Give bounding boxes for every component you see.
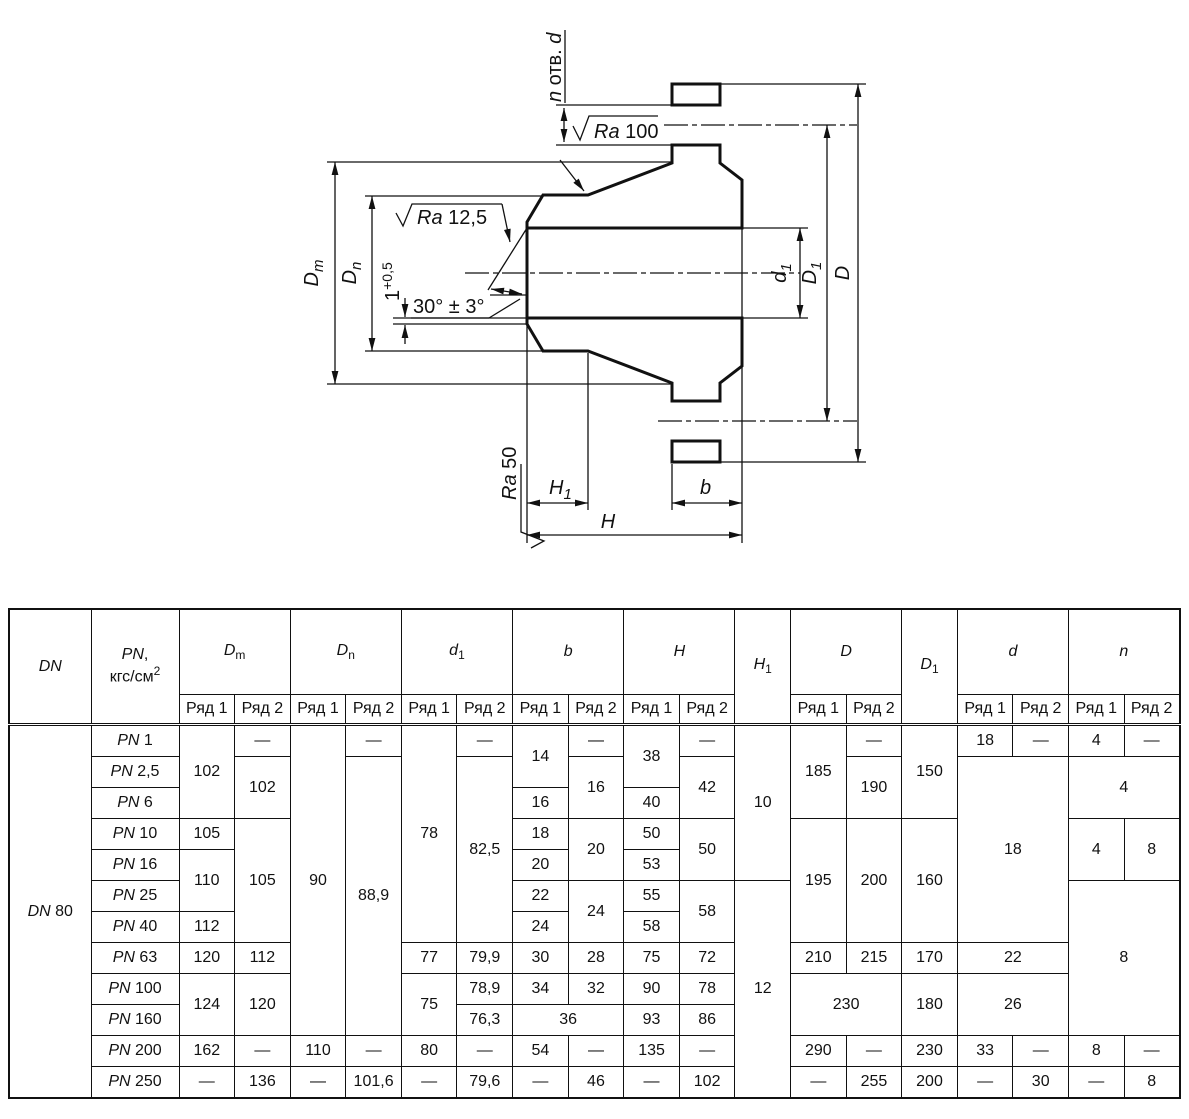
table-row bbox=[9, 1036, 1180, 1067]
table-cell: — bbox=[679, 725, 735, 757]
table-row bbox=[9, 943, 1180, 974]
table-cell: 14 bbox=[513, 725, 569, 788]
table-cell: 22 bbox=[957, 943, 1068, 974]
series-header: Ряд 2 bbox=[568, 695, 624, 725]
column-header: n bbox=[1069, 609, 1180, 695]
table-cell: 135 bbox=[624, 1036, 680, 1067]
column-header: DN bbox=[9, 609, 91, 725]
column-header: D bbox=[791, 609, 902, 695]
table-cell: 40 bbox=[624, 788, 680, 819]
table-cell: 53 bbox=[624, 850, 680, 881]
table-cell: 18 bbox=[957, 757, 1068, 943]
column-header: $H_1$ bbox=[735, 609, 791, 725]
table-cell: — bbox=[346, 1036, 402, 1067]
table-cell: 230 bbox=[791, 974, 902, 1036]
spec-table bbox=[8, 608, 1181, 1099]
table-cell: — bbox=[513, 1067, 569, 1099]
table-cell: 76,3 bbox=[457, 1005, 513, 1036]
pn-row-label: PN 2,5 bbox=[91, 757, 179, 788]
table-cell: 8 bbox=[1124, 1067, 1180, 1099]
table-cell: 86 bbox=[679, 1005, 735, 1036]
table-cell: — bbox=[1013, 1036, 1069, 1067]
table-cell: 75 bbox=[624, 943, 680, 974]
table-cell: 16 bbox=[568, 757, 624, 819]
table-cell: — bbox=[568, 1036, 624, 1067]
series-header: Ряд 2 bbox=[1013, 695, 1069, 725]
table-cell: 32 bbox=[568, 974, 624, 1005]
table-cell: 8 bbox=[1069, 881, 1180, 1036]
table-cell: 55 bbox=[624, 881, 680, 912]
table-cell: 82,5 bbox=[457, 757, 513, 943]
series-header: Ряд 1 bbox=[290, 695, 346, 725]
table-cell: 72 bbox=[679, 943, 735, 974]
column-header: $d_1$ bbox=[401, 609, 512, 695]
table-cell: — bbox=[346, 725, 402, 757]
pn-row-label: PN 6 bbox=[91, 788, 179, 819]
table-cell: — bbox=[179, 1067, 235, 1099]
table-cell: 36 bbox=[513, 1005, 624, 1036]
table-cell: 112 bbox=[179, 912, 235, 943]
table-cell: 33 bbox=[957, 1036, 1013, 1067]
table-cell: 88,9 bbox=[346, 757, 402, 1036]
table-cell: 93 bbox=[624, 1005, 680, 1036]
series-header: Ряд 1 bbox=[791, 695, 847, 725]
table-cell: 112 bbox=[235, 943, 291, 974]
series-header: Ряд 2 bbox=[457, 695, 513, 725]
dim-label-h: H bbox=[600, 511, 616, 533]
table-row bbox=[9, 725, 1180, 757]
table-cell: 8 bbox=[1069, 1036, 1125, 1067]
table-cell: 58 bbox=[624, 912, 680, 943]
table-cell: 80 bbox=[401, 1036, 457, 1067]
table-cell: 20 bbox=[513, 850, 569, 881]
series-header: Ряд 2 bbox=[235, 695, 291, 725]
table-cell: 102 bbox=[179, 725, 235, 819]
table-cell: 90 bbox=[624, 974, 680, 1005]
pn-row-label: PN 40 bbox=[91, 912, 179, 943]
table-cell: — bbox=[568, 725, 624, 757]
table-cell: 180 bbox=[902, 974, 958, 1036]
table-cell: 30 bbox=[1013, 1067, 1069, 1099]
pn-row-label: PN 10 bbox=[91, 819, 179, 850]
table-cell: 120 bbox=[235, 974, 291, 1036]
table-cell: 102 bbox=[235, 757, 291, 819]
table-cell: 58 bbox=[679, 881, 735, 943]
dim-label-d1: $d_1$ bbox=[769, 263, 795, 283]
table-cell: 28 bbox=[568, 943, 624, 974]
series-header: Ряд 1 bbox=[401, 695, 457, 725]
column-header: $D_1$ bbox=[902, 609, 958, 725]
table-cell: — bbox=[846, 1036, 902, 1067]
table-cell: — bbox=[457, 1036, 513, 1067]
pn-row-label: PN 16 bbox=[91, 850, 179, 881]
table-cell: 24 bbox=[568, 881, 624, 943]
table-cell: 30 bbox=[513, 943, 569, 974]
table-cell: 4 bbox=[1069, 819, 1125, 881]
holes-callout: n отв. d bbox=[544, 32, 566, 102]
table-cell: 200 bbox=[902, 1067, 958, 1099]
column-header: b bbox=[513, 609, 624, 695]
table-cell: 22 bbox=[513, 881, 569, 912]
series-header: Ряд 1 bbox=[957, 695, 1013, 725]
table-cell: 12 bbox=[735, 881, 791, 1099]
column-header: d bbox=[957, 609, 1068, 695]
table-cell: 136 bbox=[235, 1067, 291, 1099]
pn-row-label: PN 63 bbox=[91, 943, 179, 974]
column-header: $D_m$ bbox=[179, 609, 290, 695]
series-header: Ряд 2 bbox=[1124, 695, 1180, 725]
table-cell: — bbox=[290, 1067, 346, 1099]
table-cell: — bbox=[846, 725, 902, 757]
series-header: Ряд 1 bbox=[513, 695, 569, 725]
pn-row-label: PN 25 bbox=[91, 881, 179, 912]
table-cell: 77 bbox=[401, 943, 457, 974]
table-cell: 34 bbox=[513, 974, 569, 1005]
table-cell: 16 bbox=[513, 788, 569, 819]
table-cell: 200 bbox=[846, 819, 902, 943]
table-cell: 8 bbox=[1124, 819, 1180, 881]
table-cell: 210 bbox=[791, 943, 847, 974]
pn-row-label: PN 1 bbox=[91, 725, 179, 757]
table-cell: 46 bbox=[568, 1067, 624, 1099]
spec-table-body bbox=[9, 725, 1180, 1099]
table-cell: 101,6 bbox=[346, 1067, 402, 1099]
column-header: PN, кгс/$см^2$ bbox=[91, 609, 179, 725]
table-cell: 105 bbox=[235, 819, 291, 943]
table-cell: — bbox=[1124, 1036, 1180, 1067]
extension-lines bbox=[327, 30, 866, 543]
ra-face-label: Ra 100 bbox=[594, 121, 659, 143]
table-cell: 120 bbox=[179, 943, 235, 974]
table-cell: 195 bbox=[791, 819, 847, 943]
series-header: Ряд 2 bbox=[846, 695, 902, 725]
series-header: Ряд 2 bbox=[346, 695, 402, 725]
table-cell: 90 bbox=[290, 725, 346, 1036]
table-cell: 42 bbox=[679, 757, 735, 819]
ra-end-label: Ra 50 bbox=[499, 446, 521, 500]
dim-label-dm: $D_m$ bbox=[301, 259, 327, 287]
table-cell: 4 bbox=[1069, 725, 1125, 757]
table-cell: 110 bbox=[179, 850, 235, 912]
series-header: Ряд 1 bbox=[179, 695, 235, 725]
dim-label-dn: $D_n$ bbox=[339, 261, 365, 285]
table-row bbox=[9, 1067, 1180, 1099]
table-cell: — bbox=[679, 1036, 735, 1067]
dim-label-d: D bbox=[832, 265, 854, 281]
table-cell: 4 bbox=[1069, 757, 1180, 819]
column-header: $D_n$ bbox=[290, 609, 401, 695]
table-cell: 38 bbox=[624, 725, 680, 788]
table-cell: 10 bbox=[735, 725, 791, 881]
table-cell: 20 bbox=[568, 819, 624, 881]
spec-table-header bbox=[9, 609, 1180, 725]
root-face-label: $1^{+0,5}$ bbox=[379, 262, 404, 301]
series-header: Ряд 1 bbox=[1069, 695, 1125, 725]
table-cell: 105 bbox=[179, 819, 235, 850]
series-header: Ряд 1 bbox=[624, 695, 680, 725]
table-cell: — bbox=[1069, 1067, 1125, 1099]
pn-row-label: PN 160 bbox=[91, 1005, 179, 1036]
table-cell: 26 bbox=[957, 974, 1068, 1036]
table-cell: 78,9 bbox=[457, 974, 513, 1005]
table-cell: 24 bbox=[513, 912, 569, 943]
table-cell: 230 bbox=[902, 1036, 958, 1067]
table-cell: 215 bbox=[846, 943, 902, 974]
table-cell: — bbox=[235, 725, 291, 757]
table-cell: — bbox=[401, 1067, 457, 1099]
series-header: Ряд 2 bbox=[679, 695, 735, 725]
table-cell: — bbox=[791, 1067, 847, 1099]
table-cell: 185 bbox=[791, 725, 847, 819]
table-row bbox=[9, 974, 1180, 1005]
dim-label-b: b bbox=[700, 477, 712, 499]
table-cell: 110 bbox=[290, 1036, 346, 1067]
table-cell: 170 bbox=[902, 943, 958, 974]
table-cell: 79,9 bbox=[457, 943, 513, 974]
table-cell: 50 bbox=[679, 819, 735, 881]
table-cell: 124 bbox=[179, 974, 235, 1036]
table-cell: 255 bbox=[846, 1067, 902, 1099]
table-cell: 290 bbox=[791, 1036, 847, 1067]
table-cell: 54 bbox=[513, 1036, 569, 1067]
table-cell: — bbox=[624, 1067, 680, 1099]
table-cell: 18 bbox=[513, 819, 569, 850]
ra-neck-label: Ra 12,5 bbox=[417, 207, 488, 229]
table-cell: — bbox=[1013, 725, 1069, 757]
table-cell: 150 bbox=[902, 725, 958, 819]
column-header: H bbox=[624, 609, 735, 695]
table-cell: — bbox=[457, 725, 513, 757]
table-cell: 162 bbox=[179, 1036, 235, 1067]
table-cell: 102 bbox=[679, 1067, 735, 1099]
dim-label-h1: $H_1$ bbox=[549, 477, 572, 503]
table-cell: 50 bbox=[624, 819, 680, 850]
table-cell: — bbox=[235, 1036, 291, 1067]
table-cell: 79,6 bbox=[457, 1067, 513, 1099]
table-cell: 190 bbox=[846, 757, 902, 819]
table-cell: 78 bbox=[679, 974, 735, 1005]
bevel-angle-label: 30° ± 3° bbox=[413, 296, 485, 318]
table-cell: 18 bbox=[957, 725, 1013, 757]
pn-row-label: PN 100 bbox=[91, 974, 179, 1005]
pn-row-label: PN 200 bbox=[91, 1036, 179, 1067]
dim-label-dd1: $D_1$ bbox=[799, 261, 825, 285]
dn-cell: DN 80 bbox=[9, 725, 91, 1099]
table-cell: 160 bbox=[902, 819, 958, 943]
drawing-labels bbox=[301, 32, 854, 533]
table-cell: 75 bbox=[401, 974, 457, 1036]
pn-row-label: PN 250 bbox=[91, 1067, 179, 1099]
table-cell: 78 bbox=[401, 725, 457, 943]
table-cell: — bbox=[957, 1067, 1013, 1099]
table-cell: — bbox=[1124, 725, 1180, 757]
